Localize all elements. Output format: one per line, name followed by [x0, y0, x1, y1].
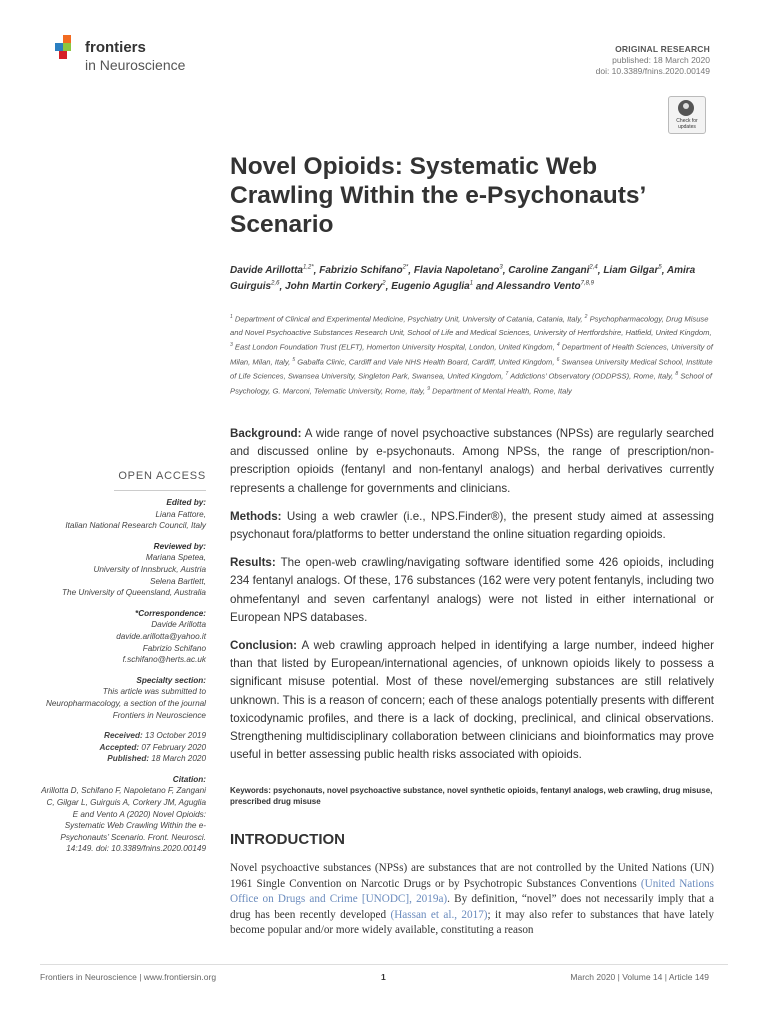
reviewed-by-label: Reviewed by:	[153, 541, 206, 551]
check-updates-icon	[678, 100, 694, 116]
article-info-sidebar	[40, 497, 206, 864]
author[interactable]: Davide Arillotta$^{1,2*}$	[230, 265, 314, 277]
specialty-section-label: Specialty section:	[136, 675, 206, 685]
citation-label: Citation:	[172, 774, 206, 784]
frontiers-logo-icon	[55, 35, 81, 61]
accepted-date: Accepted: 07 February 2020	[99, 742, 206, 752]
affiliations: $^1$ Department of Clinical and Experimental Medicine, Psychiatry Unit, University of Catania, Catania, Italy, $^2$ Psychopharmacology, Drug Misuse and Novel Psychoactive Substances Research Unit, School of Life and Medical Sciences, University of Hertfordshire, Hatfield, United Kingdom, $^3$ East London Foundation Trust (ELFT), Homerton University Hospital, London, United Kingdom, $^4$ Department of Health Sciences, University of Milan, Milan, Italy, $^5$ Gabalfa Clinic, Cardiff and Vale NHS Health Board, Cardiff, United Kingdom, $^6$ Swansea University Medical School, Institute of Life Sciences, Swansea University, Singleton Park, Swansea, United Kingdom, $^7$ Addictions’ Observatory (ODDPSS), Rome, Italy, $^8$ School of Psychology, G. Marconi, Telematic University, Rome, Italy, $^9$ Department of Mental Health, Rome, Italy	[230, 314, 713, 396]
author[interactable]: Alessandro Vento$^{7,8,9}$	[496, 280, 595, 293]
introduction-paragraph: Novel psychoactive substances (NPSs) are substances that are not controlled by the United Nations (UN) 1961 Single Convention on Narcotic Drugs or by Psychotropic Substances Conventions (United Nations Office on Drugs and Crime [UNODC], 2019a). By definition, “novel” does not necessarily imply that a drug has been recently developed (Hassan et al., 2017); it may also refer to substances that have lately become popular and/or more widely available, constituting a reason	[230, 862, 715, 937]
citation-text: Arillotta D, Schifano F, Napoletano F, Zangani C, Gilgar L, Guirguis A, Corkery JM, Aguglia E and Vento A (2020) Novel Opioids: Systematic Web Crawling Within the e-Psychonauts’ Scenario. Front. Neurosci. 14:149. doi: 10.3389/fnins.2020.00149	[41, 786, 206, 854]
specialty-text: This article was submitted to Neuropharmacology, a section of the journal Frontiers in Neuroscience	[45, 687, 206, 720]
divider	[114, 490, 206, 491]
correspondent-email[interactable]: davide.arillotta@yahoo.it	[116, 631, 206, 641]
author[interactable]: Flavia Napoletano$^3$	[413, 265, 503, 277]
correspondent-name: Fabrizio Schifano	[142, 643, 206, 653]
abstract-methods: Methods: Using a web crawler (i.e., NPS.Finder®), the present study aimed at assessing psychonaut fora/platforms to better understand the online situation regarding opioids.	[230, 509, 714, 542]
keywords: Keywords: psychonauts, novel psychoactive substance, novel synthetic opioids, fentanyl analogs, web crawling, drug misuse, prescribed drug misuse	[230, 786, 713, 806]
reviewer-name[interactable]: Mariana Spetea,	[145, 553, 206, 563]
author[interactable]: Fabrizio Schifano$^{2*}$	[319, 265, 409, 277]
published-date-side: Published: 18 March 2020	[107, 754, 206, 764]
author[interactable]: Eugenio Aguglia$^1$	[391, 280, 474, 293]
editor-name[interactable]: Liana Fattore,	[155, 509, 206, 519]
article-type: ORIGINAL RESEARCH	[615, 44, 710, 54]
editor-affiliation: Italian National Research Council, Italy	[65, 521, 206, 531]
footer-volume-info: March 2020 | Volume 14 | Article 149	[570, 972, 709, 982]
abstract-results: Results: The open-web crawling/navigating software identified some 426 opioids, including 234 fentanyl analogs. Of these, 176 substances (162 were very potent fentanyls, including two ohmefentanyl and seven carfentanyl analogs) were not listed in either international or European NPS databases.	[230, 556, 714, 624]
correspondent-name: Davide Arillotta	[151, 620, 206, 630]
page-number: 1	[381, 972, 386, 982]
citation-link[interactable]: (United Nations Office on Drugs and Crime [UNODC], 2019a)	[230, 877, 715, 906]
article-title: Novel Opioids: Systematic Web Crawling Within the e-Psychonauts’ Scenario	[230, 153, 645, 238]
footer-divider	[40, 964, 728, 965]
author-list: Davide Arillotta$^{1,2*}$, Fabrizio Schifano$^{2*}$, Flavia Napoletano$^3$, Caroline Zangani$^{2,4}$, Liam Gilgar$^5$, Amira Guirguis$^{2,6}$, John Martin Corkery$^2$, Eugenio Aguglia$^1$ and Alessandro Vento$^{7,8,9}$	[230, 265, 696, 293]
received-date: Received: 13 October 2019	[104, 731, 206, 741]
author[interactable]: Amira Guirguis$^{2,6}$	[230, 265, 696, 293]
published-date: published: 18 March 2020	[612, 55, 710, 65]
section-heading-introduction: INTRODUCTION	[230, 831, 345, 848]
reviewer-affiliation: University of Innsbruck, Austria	[93, 564, 206, 574]
correspondence-label: *Correspondence:	[135, 608, 206, 618]
author[interactable]: Caroline Zangani$^{2,4}$	[508, 265, 598, 277]
abstract-conclusion: Conclusion: A web crawling approach helped in identifying a large number, indeed higher than that listed by European/international agencies, of unknown opioids likely to possess a significant misuse potential. Most of these novel/emerging substances are still relatively unknown. This is a reason of concern; each of these analogs potentially presents with different toxicodynamic profiles, and there is a lack of docking, preclinical, and clinical observations. Strengthening multidisciplinary collaboration between clinicians and bioinformatics may prove useful in better assessing public health risks associated with opioids.	[230, 639, 714, 762]
citation-link[interactable]: (Hassan et al., 2017)	[390, 908, 488, 921]
reviewer-affiliation: The University of Queensland, Australia	[62, 588, 206, 598]
check-for-updates-badge[interactable]	[668, 96, 706, 134]
author[interactable]: John Martin Corkery$^2$	[285, 280, 386, 293]
open-access-label: OPEN ACCESS	[118, 470, 206, 482]
article-meta	[596, 44, 710, 77]
journal-logo[interactable]	[55, 33, 255, 83]
abstract-background: Background: A wide range of novel psychoactive substances (NPSs) are regularly searched and discussed online by e-psychonauts. Among NPSs, the range of prescription/non-prescription opioids (fentanyl and non-fentanyl analogs) and herbal derivatives currently represents a challenge for governments and clinicians.	[230, 427, 714, 495]
journal-name: in Neuroscience	[85, 57, 186, 73]
correspondent-email[interactable]: f.schifano@herts.ac.uk	[122, 655, 206, 665]
footer-journal-link[interactable]: Frontiers in Neuroscience | www.frontiersin.org	[40, 972, 217, 982]
edited-by-label: Edited by:	[166, 498, 206, 507]
author[interactable]: Liam Gilgar$^5$	[603, 265, 662, 277]
journal-brand: frontiers	[85, 39, 146, 56]
article-doi[interactable]: doi: 10.3389/fnins.2020.00149	[595, 66, 710, 76]
reviewer-name[interactable]: Selena Bartlett,	[150, 576, 206, 586]
check-updates-label: Check for updates	[676, 118, 698, 130]
abstract	[230, 425, 714, 774]
